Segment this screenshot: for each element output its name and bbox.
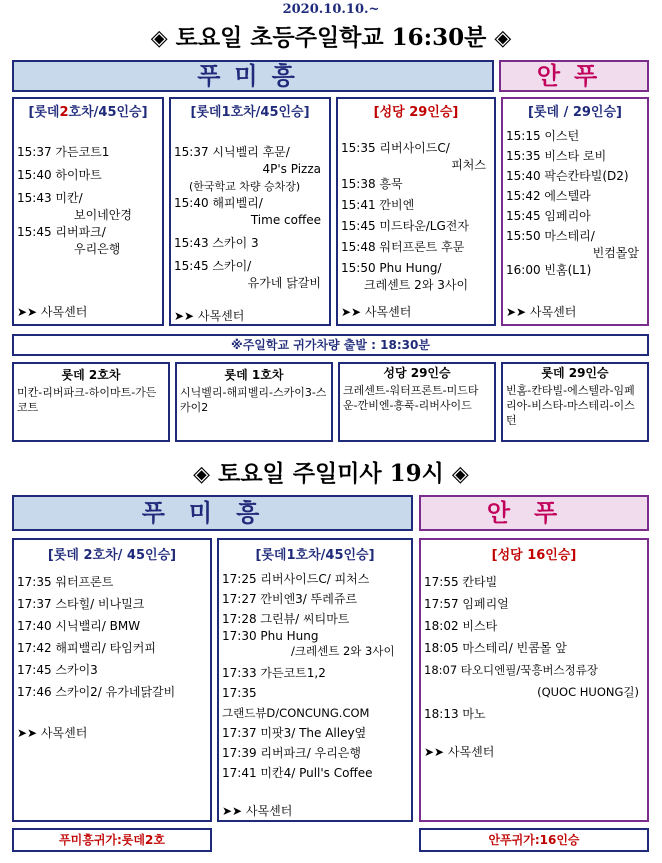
stop: 15:37 시닉벨리 후문/ — [174, 145, 290, 159]
foot-parish-center: ➤➤ 사목센터 — [17, 726, 88, 740]
stop: 그랜드뷰D/CONCUNG.COM — [222, 706, 370, 720]
foot-parish-center: ➤➤ 사목센터 — [424, 745, 495, 759]
stop: 17:33 가든코트1,2 — [222, 666, 326, 680]
stop: 15:45 미드타운/LG전자 — [341, 219, 469, 233]
foot-parish-center: ➤➤ 사목센터 — [341, 305, 412, 319]
stop: 유가네 닭갈비 — [247, 276, 321, 290]
summary-route: 시닉벨리-해피벨리-스카이3-스카이2 — [180, 386, 327, 414]
stop: 15:42 에스텔라 — [506, 189, 591, 203]
stop: Time coffee — [250, 213, 321, 227]
diamond-icon: ◈ — [193, 461, 211, 487]
stop: 18:02 비스타 — [424, 619, 498, 633]
section1-title — [0, 19, 662, 52]
header-anpu-1: 안푸 — [499, 60, 649, 92]
section1-title-text: 토요일 초등주일학교 16:30분 — [175, 24, 487, 51]
stop: 17:55 칸타빌 — [424, 575, 498, 589]
date-label: 2020.10.10.~ — [282, 2, 380, 17]
stop: 15:43 스카이 3 — [174, 236, 259, 250]
header-pumihung-1: 푸미흥 — [12, 60, 494, 92]
stop: 15:37 가든코트1 — [17, 145, 110, 159]
stop: 15:15 이스턴 — [506, 129, 580, 143]
diamond-icon: ◈ — [494, 25, 512, 51]
stop: 18:05 마스테리/ 빈콤몰 앞 — [424, 641, 567, 655]
foot-parish-center: ➤➤ 사목센터 — [222, 804, 293, 818]
section2-title — [0, 455, 662, 488]
stop: 17:41 미칸4/ Pull's Coffee — [222, 766, 373, 780]
stop: 우리은행 — [74, 242, 121, 256]
stop: 15:40 하이마트 — [17, 168, 102, 182]
stop: 17:40 시닉밸리/ BMW — [17, 619, 141, 633]
stop: 피처스 — [451, 158, 486, 172]
diamond-icon: ◈ — [451, 461, 469, 487]
return-notice: ※주일학교 귀가차량 출발 : 18:30분 — [12, 334, 649, 356]
stop: 17:35 — [222, 686, 257, 700]
stop: 17:46 스카이2/ 유가네닭갈비 — [17, 685, 176, 699]
route-box-church29 — [336, 97, 496, 326]
stop: 15:45 스카이/ — [174, 259, 252, 273]
summary-lotte1 — [175, 362, 333, 442]
stop: 15:35 리버사이드C/ — [341, 141, 450, 155]
mass-box-lotte2 — [12, 538, 212, 822]
foot-parish-center: ➤➤ 사목센터 — [17, 305, 88, 319]
stop: (QUOC HUONG길) — [537, 685, 639, 699]
route-head: [성당 29인승] — [373, 105, 459, 120]
return-pumihung: 푸미흥귀가:롯데2호 — [12, 828, 212, 852]
summary-route: 미칸-리버파크-하이마트-가든코트 — [17, 386, 157, 414]
stop: 15:45 임페리아 — [506, 209, 591, 223]
route-head: [롯데2호차/45인승] — [28, 105, 148, 120]
stop: 15:35 비스타 로비 — [506, 149, 607, 163]
stop: /크레센트 2와 3사이 — [291, 644, 395, 658]
stop: 17:37 스타힐/ 비나밀크 — [17, 597, 145, 611]
route-head: [롯데1호차/45인승] — [190, 105, 310, 120]
return-anpu: 안푸귀가:16인승 — [419, 828, 649, 852]
stop: 15:50 마스테리/ — [506, 229, 595, 243]
stop: 15:48 워터프론트 후문 — [341, 240, 465, 254]
route-head: [롯데 2호차/ 45인승] — [47, 548, 177, 563]
stop: 빈컴몰앞 — [592, 246, 639, 260]
stop: 16:00 빈홈(L1) — [506, 263, 592, 277]
route-box-lotte1 — [169, 97, 331, 326]
stop: 17:28 그린뷰/ 씨티마트 — [222, 612, 350, 626]
route-box-lotte2 — [12, 97, 164, 326]
summary-route: 빈홈-칸타빌-에스텔라-임페리아-비스타-마스테리-이스턴 — [506, 384, 635, 427]
route-head: [롯데1호차/45인승] — [255, 548, 375, 563]
stop: 17:27 깐비엔3/ 뚜레쥬르 — [222, 592, 358, 606]
summary-head: 롯데 29인승 — [541, 366, 609, 380]
stop: 18:07 타오디엔필/꾹흥버스정류장 — [424, 663, 598, 677]
stop: 18:13 마노 — [424, 707, 486, 721]
stop: 17:45 스카이3 — [17, 663, 98, 677]
stop: 15:38 흥묵 — [341, 177, 403, 191]
section2-title-text: 토요일 주일미사 19시 — [218, 460, 444, 487]
stop: 15:40 해피벨리/ — [174, 196, 263, 210]
header-pumihung-2: 푸미흥 — [12, 495, 413, 531]
summary-church29 — [338, 362, 496, 442]
stop: 15:40 팍슨칸타빌(D2) — [506, 169, 629, 183]
stop: 크레센트 2와 3사이 — [364, 278, 469, 292]
stop: (한국학교 차량 승차장) — [189, 180, 301, 193]
mass-box-church16 — [419, 538, 649, 822]
summary-head: 롯데 2호차 — [61, 368, 121, 382]
stop: 4P's Pizza — [262, 162, 321, 176]
summary-route: 크레센트-워터프론트-미드타운-깐비엔-흥푹-리버사이드 — [343, 384, 479, 412]
summary-lotte2 — [12, 362, 170, 442]
route-head: [성당 16인승] — [491, 548, 577, 563]
stop: 17:37 미팟3/ The Alley옆 — [222, 726, 367, 740]
summary-head: 롯데 1호차 — [224, 368, 284, 382]
mass-box-lotte1 — [217, 538, 413, 822]
stop: 17:57 임페리얼 — [424, 597, 509, 611]
stop: 17:39 리버파크/ 우리은행 — [222, 746, 361, 760]
stop: 15:43 미칸/ — [17, 191, 83, 205]
stop: 15:50 Phu Hung/ — [341, 261, 442, 275]
stop: 15:45 리버파크/ — [17, 225, 106, 239]
stop: 17:25 리버사이드C/ 피처스 — [222, 572, 370, 586]
route-box-lotte29 — [501, 97, 649, 326]
summary-lotte29 — [501, 362, 649, 442]
foot-parish-center: ➤➤ 사목센터 — [506, 305, 577, 319]
stop: 17:35 워터프론트 — [17, 575, 114, 589]
foot-parish-center: ➤➤ 사목센터 — [174, 309, 245, 323]
route-head: [롯데 / 29인승] — [527, 105, 622, 120]
header-anpu-2: 안푸 — [419, 495, 649, 531]
diamond-icon: ◈ — [150, 25, 168, 51]
stop: 17:42 해피밸리/ 타임커피 — [17, 641, 156, 655]
stop: 17:30 Phu Hung — [222, 629, 319, 643]
stop: 보이네안경 — [74, 208, 132, 222]
stop: 15:41 깐비엔 — [341, 198, 415, 212]
summary-head: 성당 29인승 — [383, 366, 451, 380]
